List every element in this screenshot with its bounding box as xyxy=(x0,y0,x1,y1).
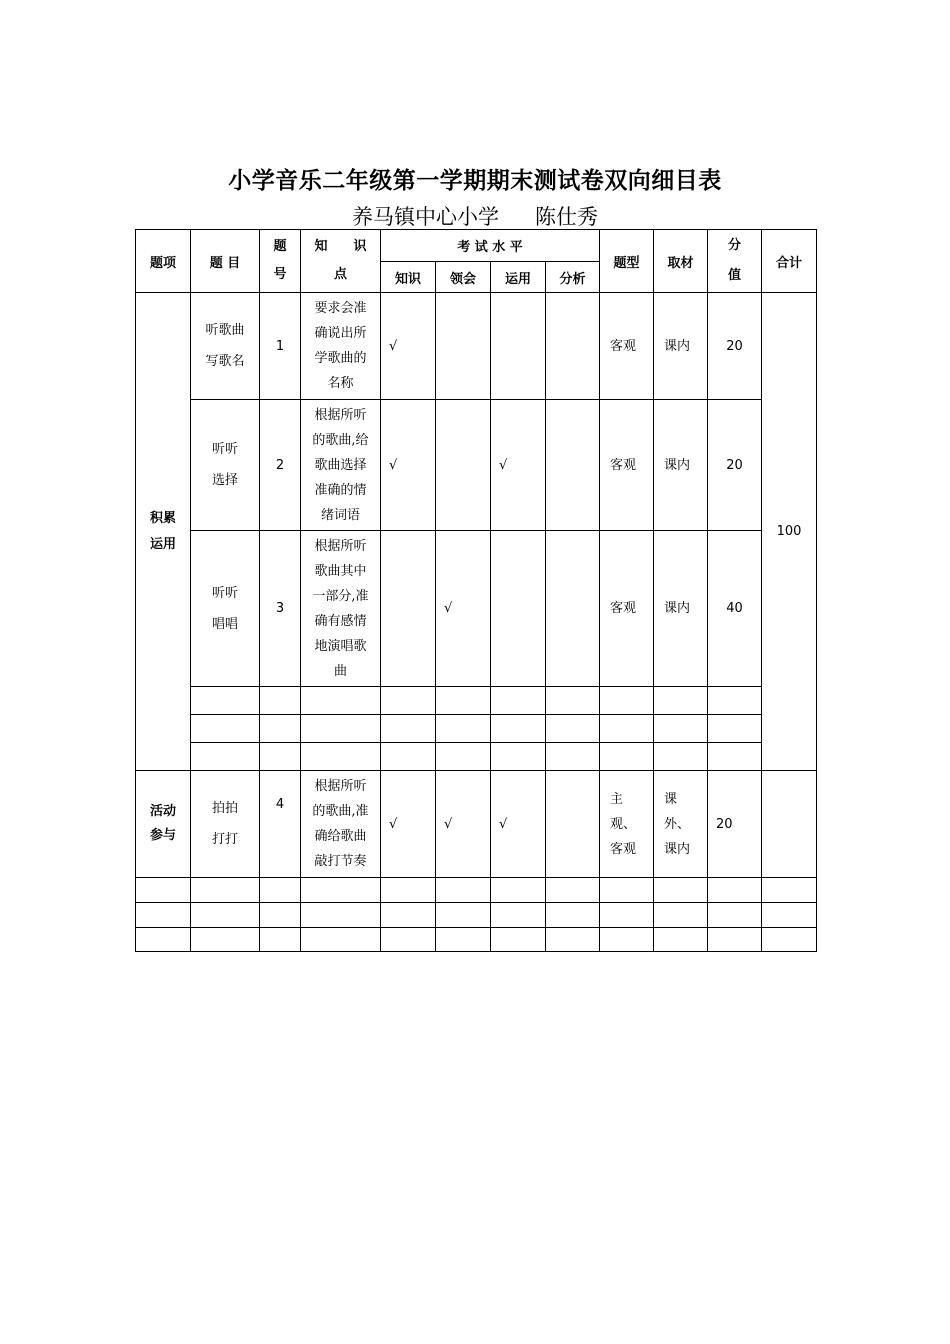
header-level-knowledge: 知识 xyxy=(381,262,436,293)
empty-cell xyxy=(191,743,260,771)
empty-cell xyxy=(600,903,654,928)
qnum-cell: 1 xyxy=(260,293,301,400)
knowledge-cell: 根据所听 的歌曲,给 歌曲选择 准确的情 绪词语 xyxy=(301,400,381,531)
empty-cell xyxy=(546,715,600,743)
header-source: 取材 xyxy=(654,230,708,293)
empty-cell xyxy=(436,687,491,715)
empty-cell xyxy=(600,878,654,903)
score-cell: 20 xyxy=(708,293,762,400)
empty-cell xyxy=(301,878,381,903)
empty-cell xyxy=(191,878,260,903)
empty-cell xyxy=(260,687,301,715)
check-mark: √ xyxy=(381,771,436,878)
header-knowledge: 知 识 点 xyxy=(301,230,381,293)
empty-cell xyxy=(381,743,436,771)
empty-cell xyxy=(381,903,436,928)
empty-cell xyxy=(762,928,817,952)
qnum-cell: 2 xyxy=(260,400,301,531)
score-cell: 20 xyxy=(708,400,762,531)
empty-cell xyxy=(708,928,762,952)
empty-cell xyxy=(654,878,708,903)
check-mark xyxy=(436,400,491,531)
empty-cell xyxy=(491,878,546,903)
check-mark xyxy=(491,531,546,687)
header-category: 题项 xyxy=(136,230,191,293)
empty-cell xyxy=(260,928,301,952)
empty-cell xyxy=(436,715,491,743)
header-level-analysis: 分析 xyxy=(546,262,600,293)
empty-cell xyxy=(260,743,301,771)
empty-cell xyxy=(301,928,381,952)
empty-cell xyxy=(436,903,491,928)
knowledge-cell: 要求会准 确说出所 学歌曲的 名称 xyxy=(301,293,381,400)
empty-cell xyxy=(436,878,491,903)
header-score: 分 值 xyxy=(708,230,762,293)
empty-row xyxy=(136,687,817,715)
type-cell: 客观 xyxy=(600,400,654,531)
header-level-application: 运用 xyxy=(491,262,546,293)
check-mark xyxy=(546,531,600,687)
empty-cell xyxy=(260,715,301,743)
table-row xyxy=(136,400,817,531)
check-mark: √ xyxy=(436,531,491,687)
empty-cell xyxy=(260,878,301,903)
empty-cell xyxy=(600,928,654,952)
check-mark xyxy=(491,293,546,400)
check-mark: √ xyxy=(436,771,491,878)
topic-cell: 拍拍 打打 xyxy=(191,771,260,878)
empty-cell xyxy=(260,903,301,928)
empty-cell xyxy=(301,903,381,928)
empty-cell xyxy=(136,903,191,928)
category-cell: 积累 运用 xyxy=(136,293,191,771)
total-cell: 100 xyxy=(762,293,817,771)
empty-cell xyxy=(546,903,600,928)
empty-cell xyxy=(491,715,546,743)
empty-cell xyxy=(600,743,654,771)
empty-cell xyxy=(381,715,436,743)
type-cell: 主 观、 客观 xyxy=(600,771,654,878)
empty-cell xyxy=(708,687,762,715)
empty-cell xyxy=(762,878,817,903)
type-cell: 客观 xyxy=(600,293,654,400)
empty-cell xyxy=(191,715,260,743)
empty-row xyxy=(136,743,817,771)
header-total: 合计 xyxy=(762,230,817,293)
header-level-comprehension: 领会 xyxy=(436,262,491,293)
subtitle xyxy=(0,201,950,231)
author-name: 陈仕秀 xyxy=(535,205,598,229)
empty-cell xyxy=(491,687,546,715)
school-name: 养马镇中心小学 xyxy=(352,205,499,229)
header-qnum: 题 号 xyxy=(260,230,301,293)
knowledge-cell: 根据所听 歌曲其中 一部分,准 确有感情 地演唱歌 曲 xyxy=(301,531,381,687)
check-mark xyxy=(546,771,600,878)
check-mark xyxy=(436,293,491,400)
header-type: 题型 xyxy=(600,230,654,293)
header-topic: 题 目 xyxy=(191,230,260,293)
empty-cell xyxy=(301,687,381,715)
empty-cell xyxy=(546,743,600,771)
empty-cell xyxy=(546,928,600,952)
empty-cell xyxy=(436,928,491,952)
empty-cell xyxy=(491,743,546,771)
source-cell: 课 外、 课内 xyxy=(654,771,708,878)
empty-cell xyxy=(491,928,546,952)
empty-cell xyxy=(546,687,600,715)
type-cell: 客观 xyxy=(600,531,654,687)
empty-cell xyxy=(301,743,381,771)
table-row xyxy=(136,531,817,687)
category-cell: 活动 参与 xyxy=(136,771,191,878)
empty-cell xyxy=(436,743,491,771)
empty-cell xyxy=(600,715,654,743)
source-cell: 课内 xyxy=(654,531,708,687)
check-mark: √ xyxy=(381,400,436,531)
empty-cell xyxy=(136,878,191,903)
empty-cell xyxy=(654,903,708,928)
empty-row xyxy=(136,903,817,928)
source-cell: 课内 xyxy=(654,400,708,531)
empty-row xyxy=(136,715,817,743)
check-mark xyxy=(546,293,600,400)
table-row xyxy=(136,771,817,878)
empty-cell xyxy=(654,715,708,743)
empty-cell xyxy=(762,903,817,928)
qnum-cell: 4 xyxy=(260,771,301,878)
score-cell: 20 xyxy=(708,771,762,878)
empty-cell xyxy=(654,928,708,952)
total-cell xyxy=(762,771,817,878)
check-mark: √ xyxy=(381,293,436,400)
check-mark xyxy=(381,531,436,687)
header-row-1 xyxy=(136,230,817,262)
empty-cell xyxy=(136,928,191,952)
empty-cell xyxy=(301,715,381,743)
empty-cell xyxy=(600,687,654,715)
topic-cell: 听听 唱唱 xyxy=(191,531,260,687)
empty-cell xyxy=(191,928,260,952)
check-mark xyxy=(546,400,600,531)
empty-cell xyxy=(708,743,762,771)
check-mark: √ xyxy=(491,771,546,878)
source-cell: 课内 xyxy=(654,293,708,400)
check-mark: √ xyxy=(491,400,546,531)
header-level-group: 考 试 水 平 xyxy=(381,230,600,262)
empty-cell xyxy=(491,903,546,928)
empty-cell xyxy=(381,878,436,903)
knowledge-cell: 根据所听 的歌曲,准 确给歌曲 敲打节奏 xyxy=(301,771,381,878)
topic-cell: 听歌曲 写歌名 xyxy=(191,293,260,400)
empty-cell xyxy=(381,687,436,715)
qnum-cell: 3 xyxy=(260,531,301,687)
table-row xyxy=(136,293,817,400)
score-cell: 40 xyxy=(708,531,762,687)
empty-row xyxy=(136,928,817,952)
empty-cell xyxy=(654,743,708,771)
empty-cell xyxy=(191,903,260,928)
empty-cell xyxy=(381,928,436,952)
page-title: 小学音乐二年级第一学期期末测试卷双向细目表 xyxy=(228,168,722,194)
topic-cell: 听听 选择 xyxy=(191,400,260,531)
empty-cell xyxy=(191,687,260,715)
empty-cell xyxy=(654,687,708,715)
empty-cell xyxy=(708,715,762,743)
empty-row xyxy=(136,878,817,903)
spec-table xyxy=(135,229,817,952)
empty-cell xyxy=(708,903,762,928)
empty-cell xyxy=(708,878,762,903)
empty-cell xyxy=(546,878,600,903)
